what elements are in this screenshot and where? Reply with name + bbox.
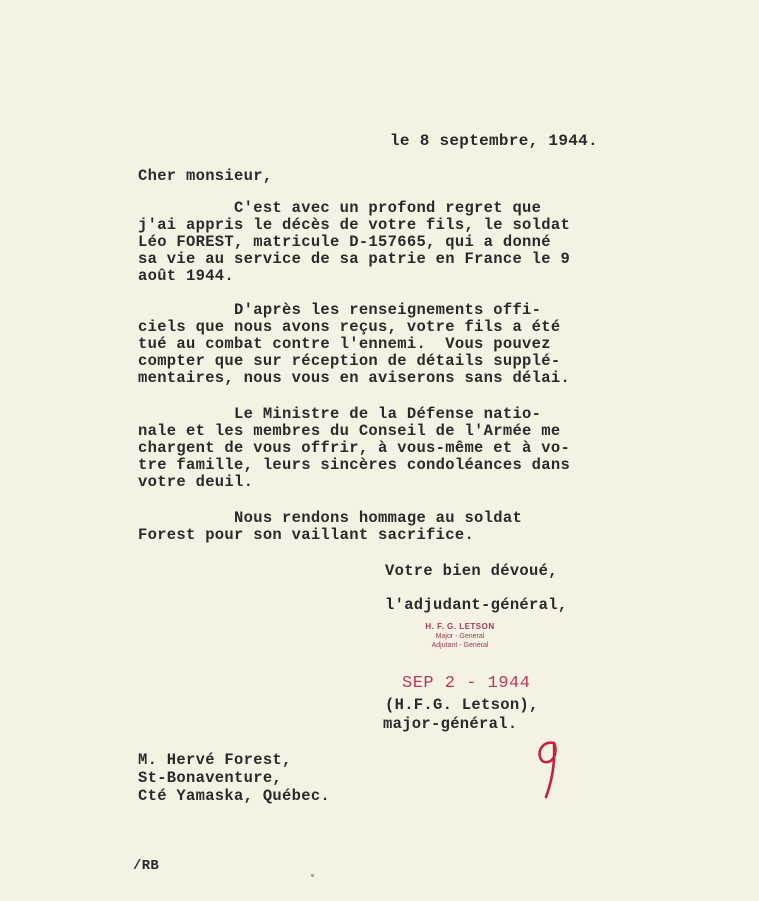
closing-line: Votre bien dévoué, [385,562,558,580]
paragraph-line: Le Ministre de la Défense natio- [138,405,542,423]
stamp-office: Adjutant - General [431,642,489,649]
paragraph-1 [138,200,618,285]
paragraph-line: tué au combat contre l'ennemi. Vous pouvez [138,335,551,353]
paragraph-line: Forest pour son vaillant sacrifice. [138,526,475,544]
paragraph-2 [138,302,618,387]
paper-speck [311,874,314,877]
paragraph-line: D'après les renseignements offi- [138,301,542,319]
paragraph-line: tre famille, leurs sincères condoléances dans [138,456,571,474]
paragraph-line: chargent de vous offrir, à vous-même et à vo- [138,439,571,457]
paragraph-line: Léo FOREST, matricule D-157665, qui a donné [138,233,551,251]
address-line: Cté Yamaska, Québec. [138,787,331,805]
paragraph-line: Nous rendons hommage au soldat [138,509,523,527]
handwritten-file-number [530,735,570,803]
paragraph-3 [138,406,618,491]
paragraph-4 [138,510,618,544]
address-line: St-Bonaventure, [138,769,283,787]
paragraph-line: compter que sur réception de détails supplé- [138,352,561,370]
address-line: M. Hervé Forest, [138,751,292,769]
date-stamp: SEP 2 - 1944 [402,674,531,693]
closing-title: l'adjudant-général, [385,596,568,614]
paragraph-line: ciels que nous avons reçus, votre fils a été [138,318,561,336]
signatory-name: (H.F.G. Letson), [385,696,539,714]
stamp-rank: Major - General [435,633,485,640]
paragraph-line: C'est avec un profond regret que [138,199,542,217]
paragraph-line: août 1944. [138,267,235,285]
signature-stamp [405,622,515,650]
paragraph-line: j'ai appris le décès de votre fils, le soldat [138,216,571,234]
paragraph-line: sa vie au service de sa patrie en France le 9 [138,250,571,268]
paragraph-line: mentaires, nous vous en aviserons sans délai. [138,369,571,387]
paragraph-line: votre deuil. [138,473,254,491]
signatory-rank: major-général. [383,715,518,733]
typist-initials: /RB [133,858,160,874]
paragraph-line: nale et les membres du Conseil de l'Armée me [138,422,561,440]
stamp-name: H. F. G. LETSON [425,622,495,631]
letter-date: le 8 septembre, 1944. [390,132,598,150]
salutation: Cher monsieur, [138,167,273,185]
